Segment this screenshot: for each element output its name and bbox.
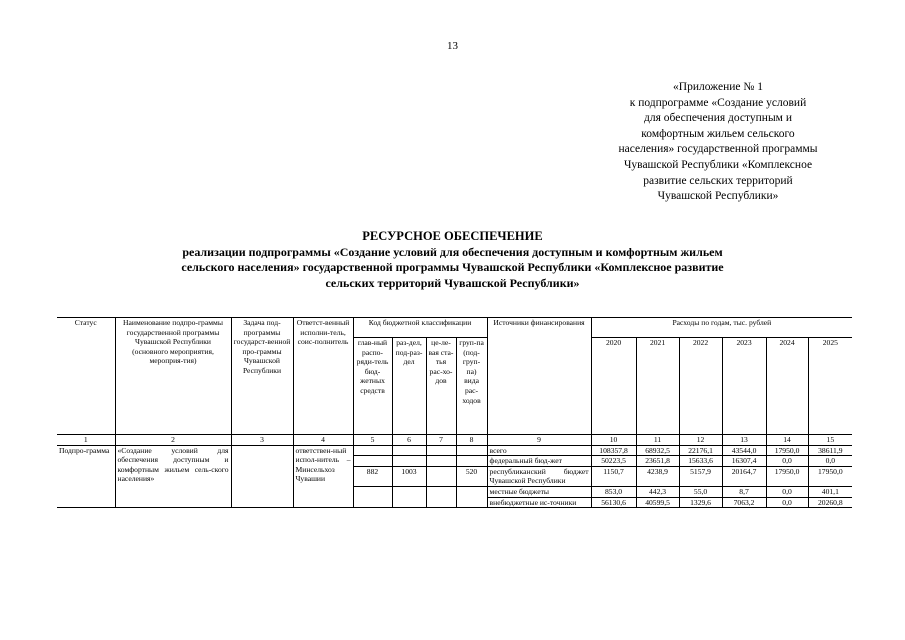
title-main: РЕСУРСНОЕ ОБЕСПЕЧЕНИЕ bbox=[362, 229, 543, 243]
header-year-2023: 2023 bbox=[722, 338, 766, 435]
row-code-cell bbox=[353, 456, 392, 467]
row-code-cell bbox=[392, 445, 426, 456]
code-section: 1003 bbox=[392, 466, 426, 486]
row-responsible: ответствен-ный испол-нитель – Минсельхоз Чувашии bbox=[293, 445, 353, 508]
row-code-cell bbox=[426, 486, 456, 497]
row-code-cell bbox=[456, 497, 487, 508]
title-line: сельских территорий Чувашской Республики» bbox=[325, 275, 580, 290]
column-number: 5 bbox=[353, 435, 392, 446]
title-line: сельского населения» государственной программы Чувашской Республики «Комплексное развитие bbox=[181, 260, 724, 274]
financing-value: 108357,8 bbox=[591, 445, 636, 456]
financing-value: 8,7 bbox=[722, 486, 766, 497]
financing-value: 16307,4 bbox=[722, 456, 766, 467]
header-year-2020: 2020 bbox=[591, 338, 636, 435]
column-number: 10 bbox=[591, 435, 636, 446]
column-number: 13 bbox=[722, 435, 766, 446]
financing-source: внебюджетные ис-точники bbox=[487, 497, 591, 508]
header-year-2021: 2021 bbox=[636, 338, 679, 435]
column-number-row bbox=[57, 435, 852, 446]
financing-value: 56130,6 bbox=[591, 497, 636, 508]
row-code-cell bbox=[456, 445, 487, 456]
header-year-2022: 2022 bbox=[679, 338, 722, 435]
row-code-cell bbox=[353, 486, 392, 497]
column-number: 8 bbox=[456, 435, 487, 446]
financing-value: 442,3 bbox=[636, 486, 679, 497]
row-code-cell bbox=[392, 486, 426, 497]
header-main-manager: глав-ный распо-ряди-тель бюд-жетных средств bbox=[353, 338, 392, 435]
financing-source: федеральный бюд-жет bbox=[487, 456, 591, 467]
financing-value: 0,0 bbox=[808, 456, 852, 467]
financing-value: 23651,8 bbox=[636, 456, 679, 467]
appendix-line: Чувашской Республики» bbox=[657, 190, 779, 203]
appendix-line: Чувашской Республики «Комплексное bbox=[623, 158, 813, 171]
row-code-cell bbox=[456, 456, 487, 467]
row-code-cell bbox=[353, 445, 392, 456]
header-name: Наименование подпро-граммы государственной программы Чувашской Республики (основного мероприятия, мероприя-тия) bbox=[115, 318, 231, 435]
row-status: Подпро-грамма bbox=[57, 445, 115, 508]
header-sources: Источники финансирования bbox=[487, 318, 591, 435]
column-number: 14 bbox=[766, 435, 808, 446]
code-target bbox=[426, 466, 456, 486]
appendix-note bbox=[588, 80, 848, 205]
row-task bbox=[231, 445, 293, 508]
header-year-2025: 2025 bbox=[822, 338, 838, 347]
column-number: 15 bbox=[808, 435, 852, 446]
resource-table bbox=[57, 317, 852, 508]
header-section: раз-дел, под-раз-дел bbox=[392, 338, 426, 435]
appendix-line: для обеспечения доступным и bbox=[644, 112, 792, 125]
row-code-cell bbox=[353, 497, 392, 508]
header-row bbox=[57, 318, 852, 338]
financing-value: 22176,1 bbox=[679, 445, 722, 456]
column-number: 3 bbox=[231, 435, 293, 446]
financing-value: 15633,6 bbox=[679, 456, 722, 467]
header-responsible: Ответст-венный исполни-тель, соис-полнитель bbox=[293, 318, 353, 435]
code-main-manager: 882 bbox=[353, 466, 392, 486]
column-number: 9 bbox=[487, 435, 591, 446]
financing-value: 17950,0 bbox=[766, 466, 808, 486]
row-code-cell bbox=[426, 445, 456, 456]
appendix-line: развитие сельских территорий bbox=[643, 174, 793, 187]
header-year-2024: 2024 bbox=[766, 338, 808, 435]
financing-source: местные бюджеты bbox=[487, 486, 591, 497]
table-row bbox=[57, 445, 852, 456]
row-code-cell bbox=[456, 486, 487, 497]
document-title bbox=[90, 229, 815, 291]
column-number: 4 bbox=[293, 435, 353, 446]
financing-value: 0,0 bbox=[766, 486, 808, 497]
financing-value: 401,1 bbox=[808, 486, 852, 497]
financing-value: 38611,9 bbox=[808, 445, 852, 456]
column-number: 6 bbox=[392, 435, 426, 446]
header-task: Задача под-программы государст-венной про-граммы Чувашской Республики bbox=[231, 318, 293, 435]
page-number: 13 bbox=[447, 40, 458, 52]
financing-source: всего bbox=[487, 445, 591, 456]
financing-value: 68932,5 bbox=[636, 445, 679, 456]
appendix-line: населения» государственной программы bbox=[618, 143, 818, 156]
financing-value: 7063,2 bbox=[722, 497, 766, 508]
financing-value: 43544,0 bbox=[722, 445, 766, 456]
header-status: Статус bbox=[57, 318, 115, 435]
appendix-line: «Приложение № 1 bbox=[673, 81, 763, 93]
financing-value: 20260,8 bbox=[808, 497, 852, 508]
financing-source: республиканский бюджет Чувашской Республики bbox=[487, 466, 591, 486]
financing-value: 0,0 bbox=[766, 497, 808, 508]
financing-value: 17950,0 bbox=[766, 445, 808, 456]
financing-value: 5157,9 bbox=[679, 466, 722, 486]
column-number: 12 bbox=[679, 435, 722, 446]
row-code-cell bbox=[426, 456, 456, 467]
header-budget-code: Код бюджетной классификации bbox=[353, 318, 487, 338]
row-code-cell bbox=[392, 456, 426, 467]
header-group: груп-па (под-груп-па) вида рас-ходов bbox=[456, 338, 487, 435]
financing-value: 50223,5 bbox=[591, 456, 636, 467]
financing-value: 4238,9 bbox=[636, 466, 679, 486]
financing-value: 853,0 bbox=[591, 486, 636, 497]
column-number: 11 bbox=[636, 435, 679, 446]
row-code-cell bbox=[392, 497, 426, 508]
row-name: «Создание условий для обеспечения доступным и комфортным жильем сель-ского населения» bbox=[115, 445, 231, 508]
financing-value: 1150,7 bbox=[591, 466, 636, 486]
column-number: 1 bbox=[57, 435, 115, 446]
financing-value: 40599,5 bbox=[636, 497, 679, 508]
row-code-cell bbox=[426, 497, 456, 508]
appendix-line: комфортным жильем сельского bbox=[641, 127, 795, 140]
column-number: 7 bbox=[426, 435, 456, 446]
code-group: 520 bbox=[456, 466, 487, 486]
header-target: це-ле-вая ста-тья рас-хо-дов bbox=[426, 338, 456, 435]
appendix-line: к подпрограмме «Создание условий bbox=[629, 96, 807, 109]
financing-value: 1329,6 bbox=[679, 497, 722, 508]
financing-value: 55,0 bbox=[679, 486, 722, 497]
financing-value: 17950,0 bbox=[808, 466, 852, 486]
title-line: реализации подпрограммы «Создание условий для обеспечения доступным и комфортным жильем bbox=[182, 244, 723, 259]
column-number: 2 bbox=[115, 435, 231, 446]
header-expenses: Расходы по годам, тыс. рублей bbox=[591, 318, 852, 338]
financing-value: 0,0 bbox=[766, 456, 808, 467]
financing-value: 20164,7 bbox=[722, 466, 766, 486]
